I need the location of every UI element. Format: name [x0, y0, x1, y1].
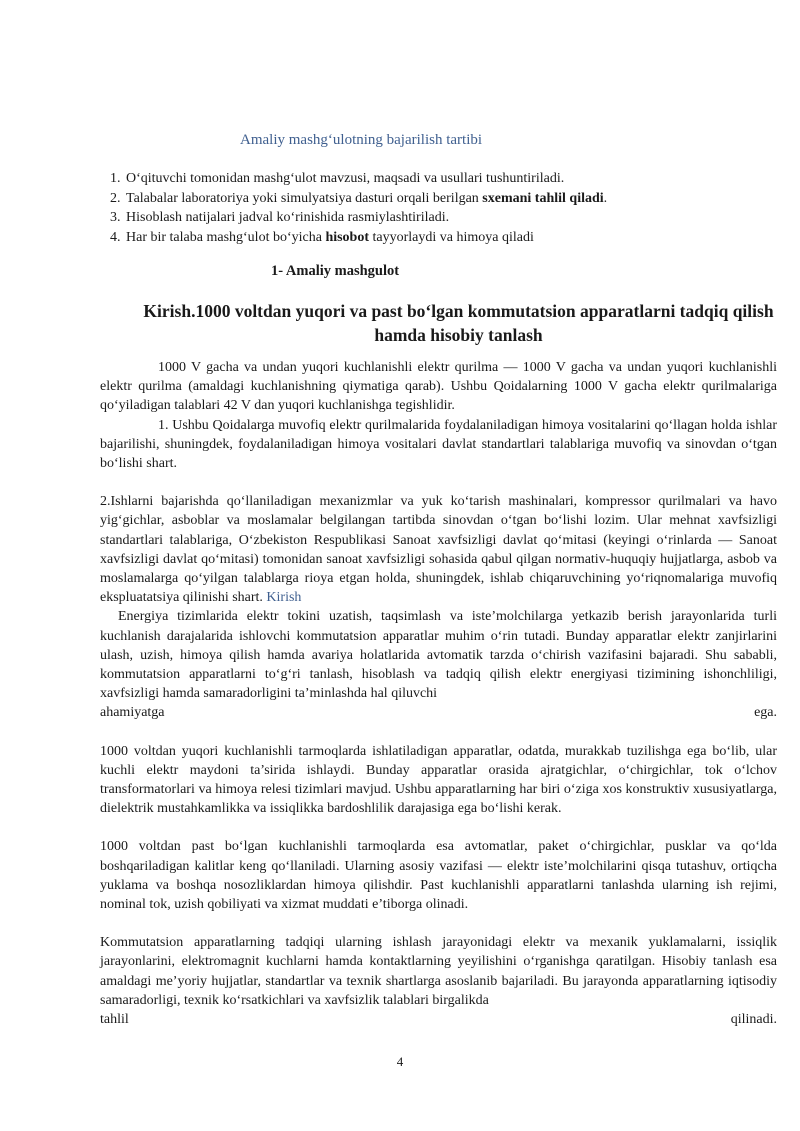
list-item: 1. O‘qituvchi tomonidan mashg‘ulot mavzusi, maqsadi va usullari tushuntiriladi. — [124, 169, 777, 189]
section-title: Kirish.1000 voltdan yuqori va past bo‘lgan kommutatsion apparatlarni tadqiq qilish hamda hisobiy tanlash — [143, 301, 774, 345]
page-number: 4 — [396, 1054, 404, 1069]
paragraph-last-line: tahlil qilinadi. — [100, 1012, 777, 1028]
paragraph: 1000 V gacha va undan yuqori kuchlanishli elektr qurilma — 1000 V gacha va undan yuqori kuchlanishli elektr qurilma (amaldagi kuchlanishning qiymatiga qarab). Ushbu Qoidalarning 1000 V gacha elektr qurilmalariga qo‘yiladigan talablari 42 V dan yuqori kuchlanishga tegishlidir. — [100, 360, 777, 414]
procedure-heading: Amaliy mashg‘ulotning bajarilish tartibi — [240, 132, 483, 148]
list-item: 2. Talabalar laboratoriya yoki simulyatsiya dasturi orqali berilgan sxemani tahlil qiladi. — [124, 189, 777, 209]
list-item: 4. Har bir talaba mashg‘ulot bo‘yicha hisobot tayyorlaydi va himoya qiladi — [124, 228, 777, 248]
bold-phrase: hisobot — [325, 229, 370, 245]
paragraph: Kommutatsion apparatlarning tadqiqi ularning ishlash jarayonidagi elektr va mexanik yuklamalarni, issiqlik jarayonlarini, elektromagnit kuchlarni hamda kontaktlarning yeyilishini o‘rganishga qaratilgan. Hisobiy tanlash esa amaldagi me’yoriy hujjatlar, standartlar va texnik shartlarga asoslanib bajariladi. Bu jarayonda apparatlarning iqtisodiy samaradorligi, texnik ko‘rsatkichlari va xavfsizlik talablari birgalikda — [100, 935, 777, 1008]
list-item: 3. Hisoblash natijalari jadval ko‘rinishida rasmiylashtiriladi. — [124, 208, 777, 228]
procedure-steps-list — [100, 169, 777, 247]
body-text — [100, 358, 777, 1029]
paragraph-last-line: ahamiyatga ega. — [100, 705, 777, 721]
paragraph: 2.Ishlarni bajarishda qo‘llaniladigan mexanizmlar va yuk ko‘tarish mashinalari, kompressor qurilmalari va havo yig‘gichlar, asboblar va moslamalar belgilangan tartibda sinovdan o‘tgan bo‘lishi lozim. Ular mehnat xavfsizligi standartlari talablariga, O‘zbekiston Respublikasi Sanoat xavfsizligi davlat qo‘mitasi (keyingi o‘rinlarda — Sanoat xavfsizligi davlat qo‘mitasi) tomonidan sanoat xavfsizligi sohasida qabul qilgan normativ-huquqiy hujjatlarga, asbob va moslamalarga qo‘yilgan talablarga rioya etgan holda, shuningdek, ishlab chiqaruvchining yo‘riqnomalariga muvofiq ekspluatatsiya qilinishi shart. Kirish — [100, 494, 777, 606]
bold-phrase: sxemani tahlil qiladi — [482, 190, 604, 206]
paragraph: Energiya tizimlarida elektr tokini uzatish, taqsimlash va iste’molchilarga yetkazib berish jarayonlarida turli kuchlanish darajalarida ishlovchi kommutatsion apparatlar muhim o‘rin tutadi. Bunday apparatlar elektr zanjirlarini ulash, uzish, himoya qilish hamda avariya holatlarida avtomatik tarzda o‘chirish vazifasini bajaradi. Shu sababli, kommutatsion apparatlarni to‘g‘ri tanlash, hisoblash va tadqiq qilish elektr energiyasi tizimining ishonchliligi, xavfsizligi hamda samaradorligini ta’minlashda hal qiluvchi — [100, 609, 777, 702]
paragraph: 1000 voltdan yuqori kuchlanishli tarmoqlarda ishlatiladigan apparatlar, odatda, murakkab tuzilishga ega bo‘lib, ular kuchli elektr maydoni ta’sirida ishlaydi. Bunday apparatlar orasida ajratgichlar, o‘chirgichlar, tok o‘lchov transformatorlari va himoya relesi tizimlari mavjud. Ushbu apparatlarning har biri o‘ziga xos konstruktiv xususiyatlarga, dielektrik mustahkamlikka va issiqlikka bardoshlilik darajasiga ega bo‘lishi kerak. — [100, 743, 777, 817]
lesson-label: 1- Amaliy mashgulot — [271, 263, 400, 279]
document-page — [100, 0, 777, 1131]
kirish-link[interactable]: Kirish — [266, 590, 302, 606]
paragraph: 1000 voltdan past bo‘lgan kuchlanishli tarmoqlarda esa avtomatlar, paket o‘chirgichlar, pusklar va qo‘lda boshqariladigan kalitlar keng qo‘llaniladi. Ularning asosiy vazifasi — elektr iste’molchilarini qisqa tutashuv, ortiqcha yuklama va boshqa nosozliklardan himoya qilishdir. Past kuchlanishli apparatlarni tanlashda ularning ish rejimi, nominal tok, uzish qobiliyati va xizmat muddati e’tiborga olinadi. — [100, 839, 777, 913]
paragraph: 1. Ushbu Qoidalarga muvofiq elektr qurilmalarida foydalaniladigan himoya vositalarini qo‘llagan holda ishlar bajarilishi, shuningdek, foydalaniladigan himoya vositalari davlat standartlari talablariga muvofiq va sinovdan o‘tgan bo‘lishi shart. — [100, 417, 777, 472]
